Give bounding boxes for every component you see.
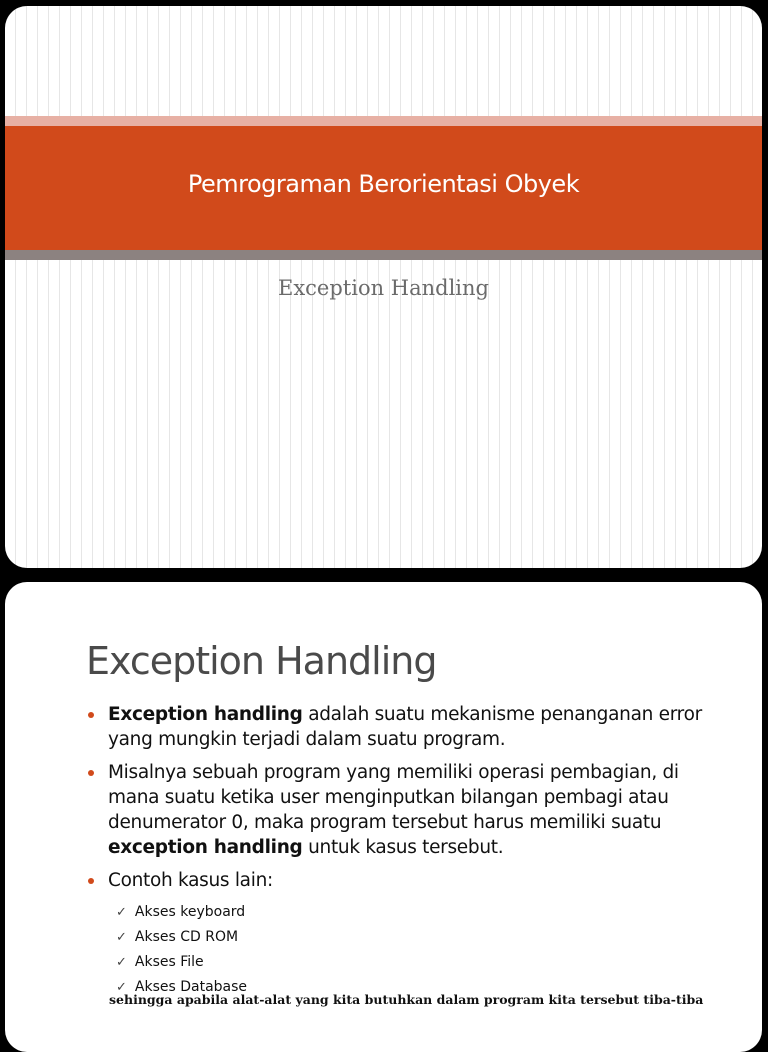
bullet-item-definition (86, 702, 726, 752)
check-item (116, 925, 247, 950)
bullet-dot-icon (88, 712, 94, 718)
check-icon: ✓ (116, 930, 127, 945)
content-slide (5, 582, 762, 1052)
check-item-label: Akses keyboard (134, 904, 246, 920)
slide-subtitle: Exception Handling (277, 276, 489, 300)
bullet-list (86, 702, 726, 901)
check-list (116, 900, 247, 1000)
check-item (116, 950, 247, 975)
check-icon: ✓ (116, 980, 127, 995)
title-band-top-stripe (5, 116, 762, 126)
bullet-text: adalah suatu mekanisme penanganan error yang mungkin terjadi dalam suatu program. (108, 704, 702, 750)
slide-title: Pemrograman Berorientasi Obyek (187, 170, 580, 198)
bullet-bold-term: Exception handling (108, 704, 303, 725)
bullet-text: Contoh kasus lain: (108, 870, 273, 891)
trailing-text: sehingga apabila alat-alat yang kita butuhkan dalam program kita tersebut tiba-tiba (109, 992, 704, 1007)
title-band-bottom-stripe (5, 250, 762, 260)
bullet-item-example (86, 760, 726, 860)
bullet-item-other-cases (86, 868, 726, 893)
check-item (116, 900, 247, 925)
check-icon: ✓ (116, 905, 127, 920)
bullet-text-after: untuk kasus tersebut. (302, 837, 504, 858)
check-item-label: Akses CD ROM (134, 929, 239, 945)
bullet-bold-term: exception handling (108, 837, 303, 858)
bullet-text: Misalnya sebuah program yang memiliki operasi pembagian, di mana suatu ketika user menginputkan bilangan pembagi atau denumerator 0, maka program tersebut harus memiliki suatu (108, 762, 679, 833)
check-icon: ✓ (116, 955, 127, 970)
check-item-label: Akses Database (134, 979, 248, 995)
title-slide (5, 6, 762, 568)
bullet-dot-icon (88, 878, 94, 884)
bullet-dot-icon (88, 770, 94, 776)
content-heading: Exception Handling (86, 639, 437, 683)
check-item-label: Akses File (134, 954, 204, 970)
